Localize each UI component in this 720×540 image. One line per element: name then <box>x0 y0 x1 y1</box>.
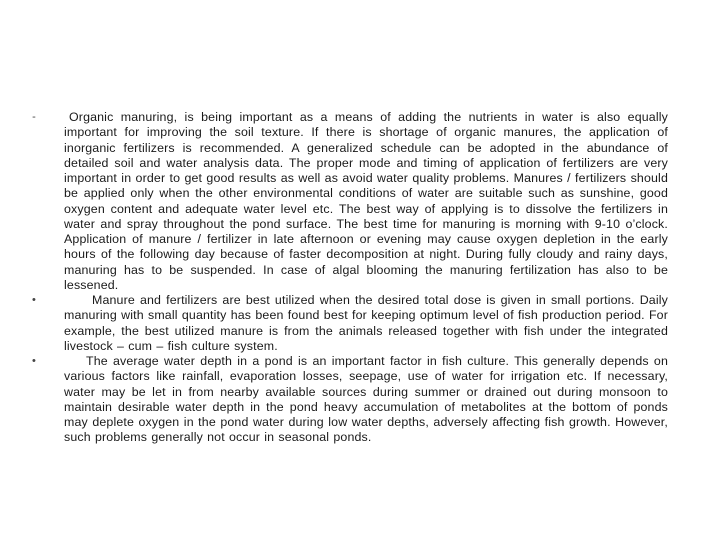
bullet-list <box>28 110 668 446</box>
bullet-item-water-depth <box>28 354 668 446</box>
bullet-item-organic-manuring <box>28 110 668 293</box>
bullet-marker: • <box>31 294 36 306</box>
bullet-marker: • <box>31 355 36 367</box>
paragraph-water-depth: The average water depth in a pond is an important factor in fish culture. This generally depends on various factors like rainfall, evaporation losses, seepage, use of water for irrigation etc. If necessary, water may be let in from nearby available sources during summer or drained out during monsoon to maintain desirable water depth in the pond heavy accumulation of metabolites at the bottom of ponds may deplete oxygen in the pond water during low water depths, adversely affecting fish growth. However, such problems generally not occur in seasonal ponds. <box>64 354 668 445</box>
paragraph-organic-manuring: Organic manuring, is being important as a means of adding the nutrients in water is also equally important for improving the soil texture. If there is shortage of organic manures, the application of inorganic fertilizers is recommended. A generalized schedule can be adopted in the abundance of detailed soil and water analysis data. The proper mode and timing of application of fertilizers are very important in order to get good results as well as avoid water quality problems. Manures / fertilizers should be applied only when the other environmental conditions of water are suitable such as sunshine, good oxygen content and adequate water level etc. The best way of applying is to dissolve the fertilizers in water and spray throughout the pond surface. The best time for manuring is morning with 9-10 o’clock. Application of manure / fertilizer in late afternoon or evening may cause oxygen depletion in the early hours of the following day because of faster decomposition at night. During fully cloudy and rainy days, manuring has to be suspended. In case of algal blooming the manuring fertilization has also to be lessened. <box>64 110 668 292</box>
bullet-marker: - <box>32 111 36 123</box>
bullet-item-manure-fertilizers <box>28 293 668 354</box>
paragraph-manure-fertilizers: Manure and fertilizers are best utilized when the desired total dose is given in small portions. Daily manuring with small quantity has been found best for keeping optimum level of fish production period. For example, the best utilized manure is from the animals released together with fish under the integrated livestock – cum – fish culture system. <box>64 293 668 353</box>
